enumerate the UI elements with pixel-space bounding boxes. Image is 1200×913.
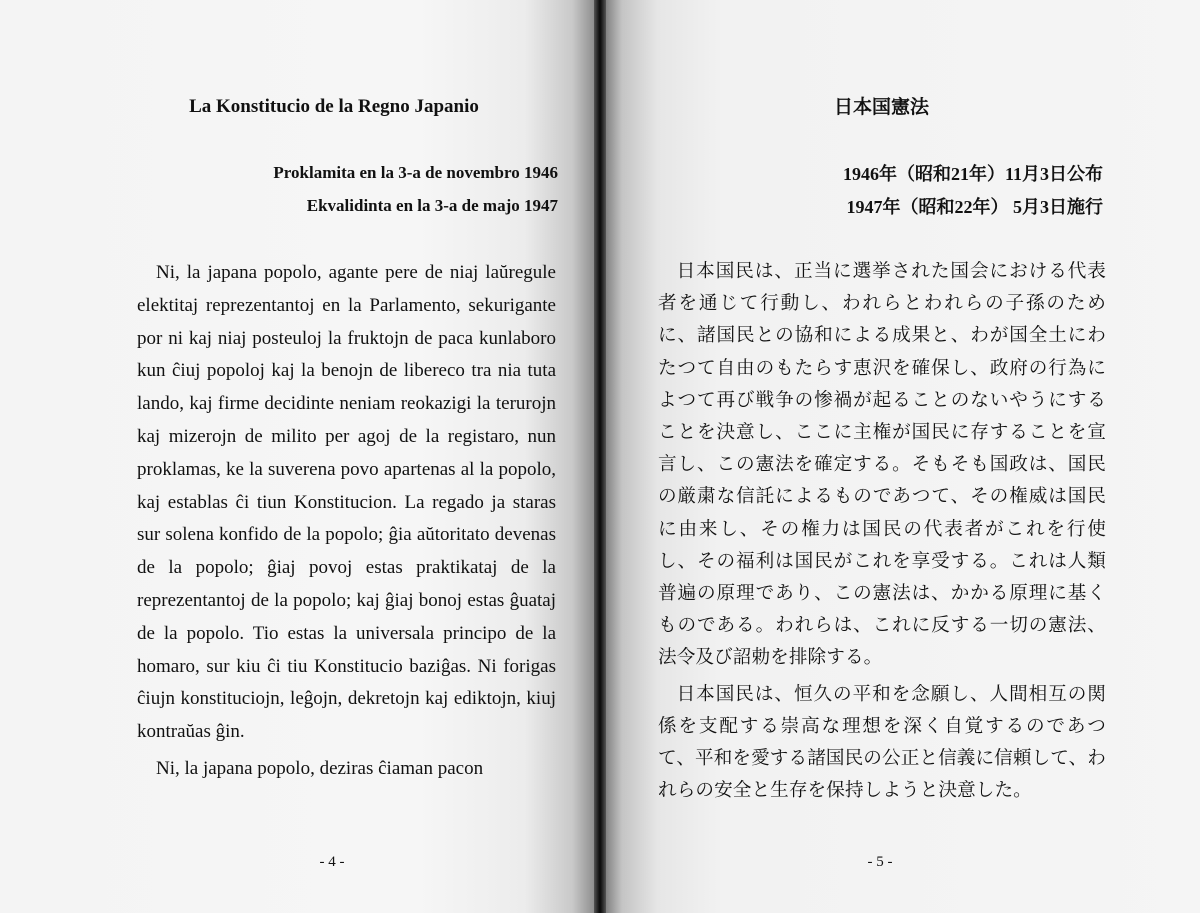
esperanto-paragraph-1: Ni, la japana popolo, agante pere de niaj laŭregule elektitaj reprezentantoj en la Parlamento, sekurigante por ni kaj niaj posteuloj la fruktojn de paca kunlaboro kun ĉiuj popoloj kaj la benojn de libereco tra nia tuta lando, kaj firme decidinte neniam reokazigi la terurojn kaj mizerojn de milito per agoj de la registaro, nun proklamas, ke la suverena povo apartenas al la popolo, kaj establas ĉi tiun Konstitucion. La regado ja staras sur solena konfido de la popolo; ĝia aŭtoritato devenas de la popolo; ĝiaj povoj estas praktikataj de la reprezentantoj de la popolo; kaj ĝiaj bonoj estas ĝuataj de la popolo. Tio estas la universala principo de la homaro, sur kiu ĉi tiu Konstitucio baziĝas. Ni forigas ĉiujn konstituciojn, leĝojn, dekretojn kaj ediktojn, kiuj kontraŭas ĝin. bbox=[137, 262, 556, 743]
right-page-number: - 5 - bbox=[867, 854, 893, 870]
right-page-japanese bbox=[604, 0, 1200, 913]
japanese-paragraph-2: 日本国民は、恒久の平和を念願し、人間相互の関係を支配する崇高な理想を深く自覚するのであつて、平和を愛する諸国民の公正と信義に信頼して、われらの安全と生存を保持しようと決意した。 bbox=[658, 683, 1106, 802]
proclamation-date: Proklamita en la 3-a de novembro 1946 bbox=[273, 163, 558, 182]
enactment-date: Ekvalidinta en la 3-a de majo 1947 bbox=[306, 196, 558, 215]
japanese-preamble bbox=[658, 256, 1106, 807]
japanese-title: 日本国憲法 bbox=[834, 97, 930, 118]
left-page-esperanto bbox=[0, 0, 596, 913]
japanese-paragraph-1: 日本国民は、正当に選挙された国会における代表者を通じて行動し、われらとわれらの子孫のために、諸国民との協和による成果と、わが国全土にわたつて自由のもたらす恵沢を確保し、政府の行為によつて再び戦争の惨禍が起ることのないやうにすることを決意し、ここに主権が国民に存することを宣言し、この憲法を確定する。そもそも国政は、国民の厳粛な信託によるものであつて、その権威は国民に由来し、その権力は国民の代表者がこれを行使し、その福利は国民がこれを享受する。これは人類普遍の原理であり、この憲法は、かかる原理に基くものである。われらは、これに反する一切の憲法、法令及び詔勅を排除する。 bbox=[658, 261, 1106, 669]
esperanto-preamble bbox=[137, 257, 556, 786]
enforcement-date: 1947年（昭和22年） 5月3日施行 bbox=[846, 197, 1103, 217]
left-page-number: - 4 - bbox=[319, 854, 345, 870]
book-gutter bbox=[594, 0, 606, 913]
esperanto-paragraph-2: Ni, la japana popolo, deziras ĉiaman pacon bbox=[156, 757, 484, 779]
promulgation-date: 1946年（昭和21年）11月3日公布 bbox=[842, 164, 1103, 184]
esperanto-title: La Konstitucio de la Regno Japanio bbox=[189, 96, 479, 117]
